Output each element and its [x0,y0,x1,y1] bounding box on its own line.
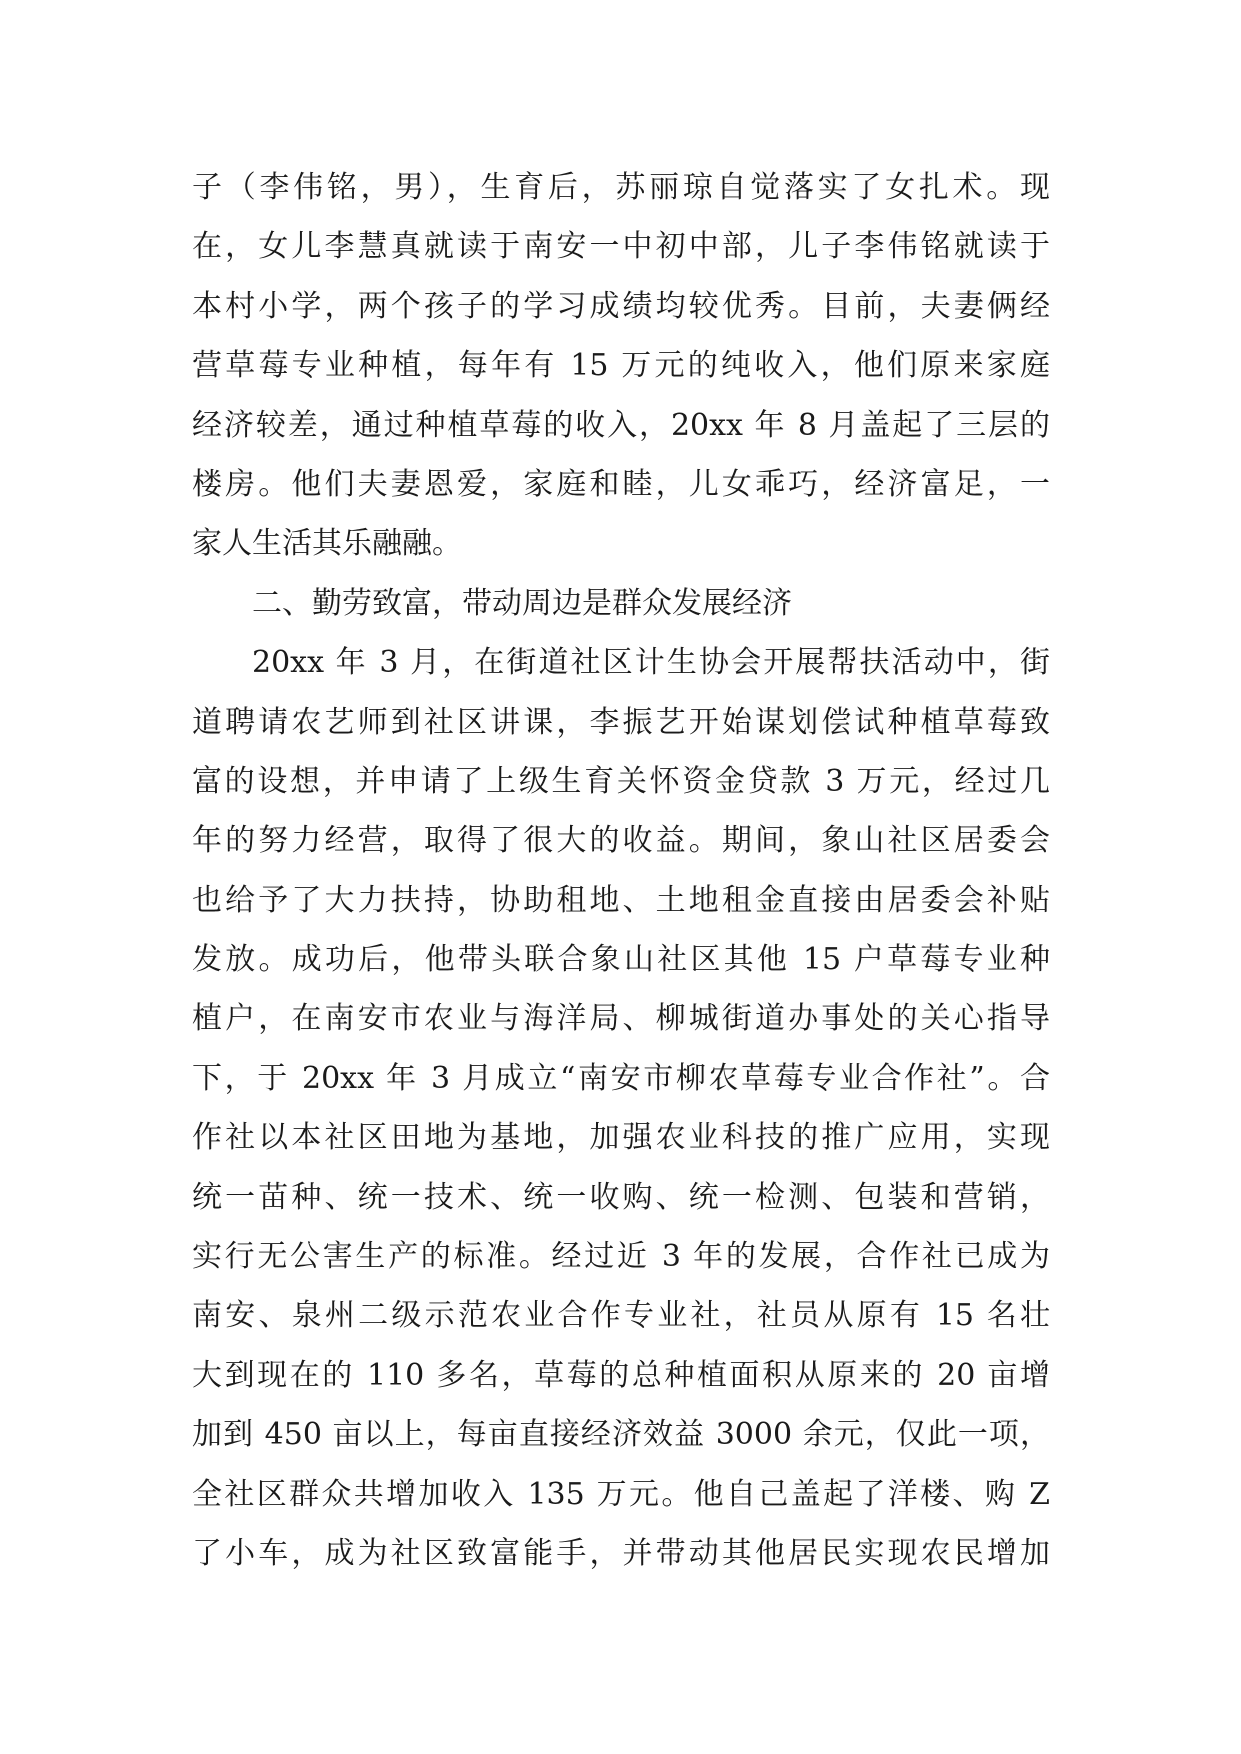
text-line-15: 植户，在南安市农业与海洋局、柳城街道办事处的关心指导 [192,1001,1050,1037]
text-line-10: 道聘请农艺师到社区讲课，李振艺开始谋划偿试种植草莓致 [192,704,1050,740]
text-line-1: 子（李伟铭，男），生育后，苏丽琼自觉落实了女扎术。现 [192,170,1050,205]
text-line-17: 作社以本社区田地为基地，加强农业科技的推广应用，实现 [192,1120,1050,1156]
text-line-11: 富的设想，并申请了上级生育关怀资金贷款 3 万元，经过几 [192,763,1050,799]
text-line-16: 下，于 20xx 年 3 月成立“南安市柳农草莓专业合作社”。合 [192,1060,1050,1096]
text-line-12: 年的努力经营，取得了很大的收益。期间，象山社区居委会 [192,823,1050,859]
text-line-4: 营草莓专业种植，每年有 15 万元的纯收入，他们原来家庭 [192,348,1050,384]
text-line-13: 也给予了大力扶持，协助租地、土地租金直接由居委会补贴 [192,882,1050,918]
text-line-20: 南安、泉州二级示范农业合作专业社，社员从原有 15 名壮 [192,1298,1050,1334]
body-text [192,158,1050,1583]
text-line-9: 20xx 年 3 月，在街道社区计生协会开展帮扶活动中，街 [252,645,1050,681]
text-line-21: 大到现在的 110 多名，草莓的总种植面积从原来的 20 亩增 [192,1357,1050,1393]
text-line-5: 经济较差，通过种植草莓的收入，20xx 年 8 月盖起了三层的 [192,407,1050,443]
text-line-3: 本村小学，两个孩子的学习成绩均较优秀。目前，夫妻俩经 [192,288,1050,324]
text-line-7: 家人生活其乐融融。 [192,526,462,562]
text-line-18: 统一苗种、统一技术、统一收购、统一检测、包装和营销， [192,1179,1050,1215]
text-line-24: 了小车，成为社区致富能手，并带动其他居民实现农民增加 [192,1535,1050,1571]
text-line-2: 在，女儿李慧真就读于南安一中初中部，儿子李伟铭就读于 [192,229,1050,265]
text-line-19: 实行无公害生产的标准。经过近 3 年的发展，合作社已成为 [192,1239,1050,1275]
text-line-23: 全社区群众共增加收入 135 万元。他自己盖起了洋楼、购 Z [192,1476,1050,1512]
text-line-6: 楼房。他们夫妻恩爱，家庭和睦，儿女乖巧，经济富足，一 [192,466,1050,502]
text-line-22: 加到 450 亩以上，每亩直接经济效益 3000 余元，仅此一项， [192,1417,1050,1453]
text-line-14: 发放。成功后，他带头联合象山社区其他 15 户草莓专业种 [192,942,1050,978]
section-heading: 二、勤劳致富，带动周边是群众发展经济 [252,585,792,621]
